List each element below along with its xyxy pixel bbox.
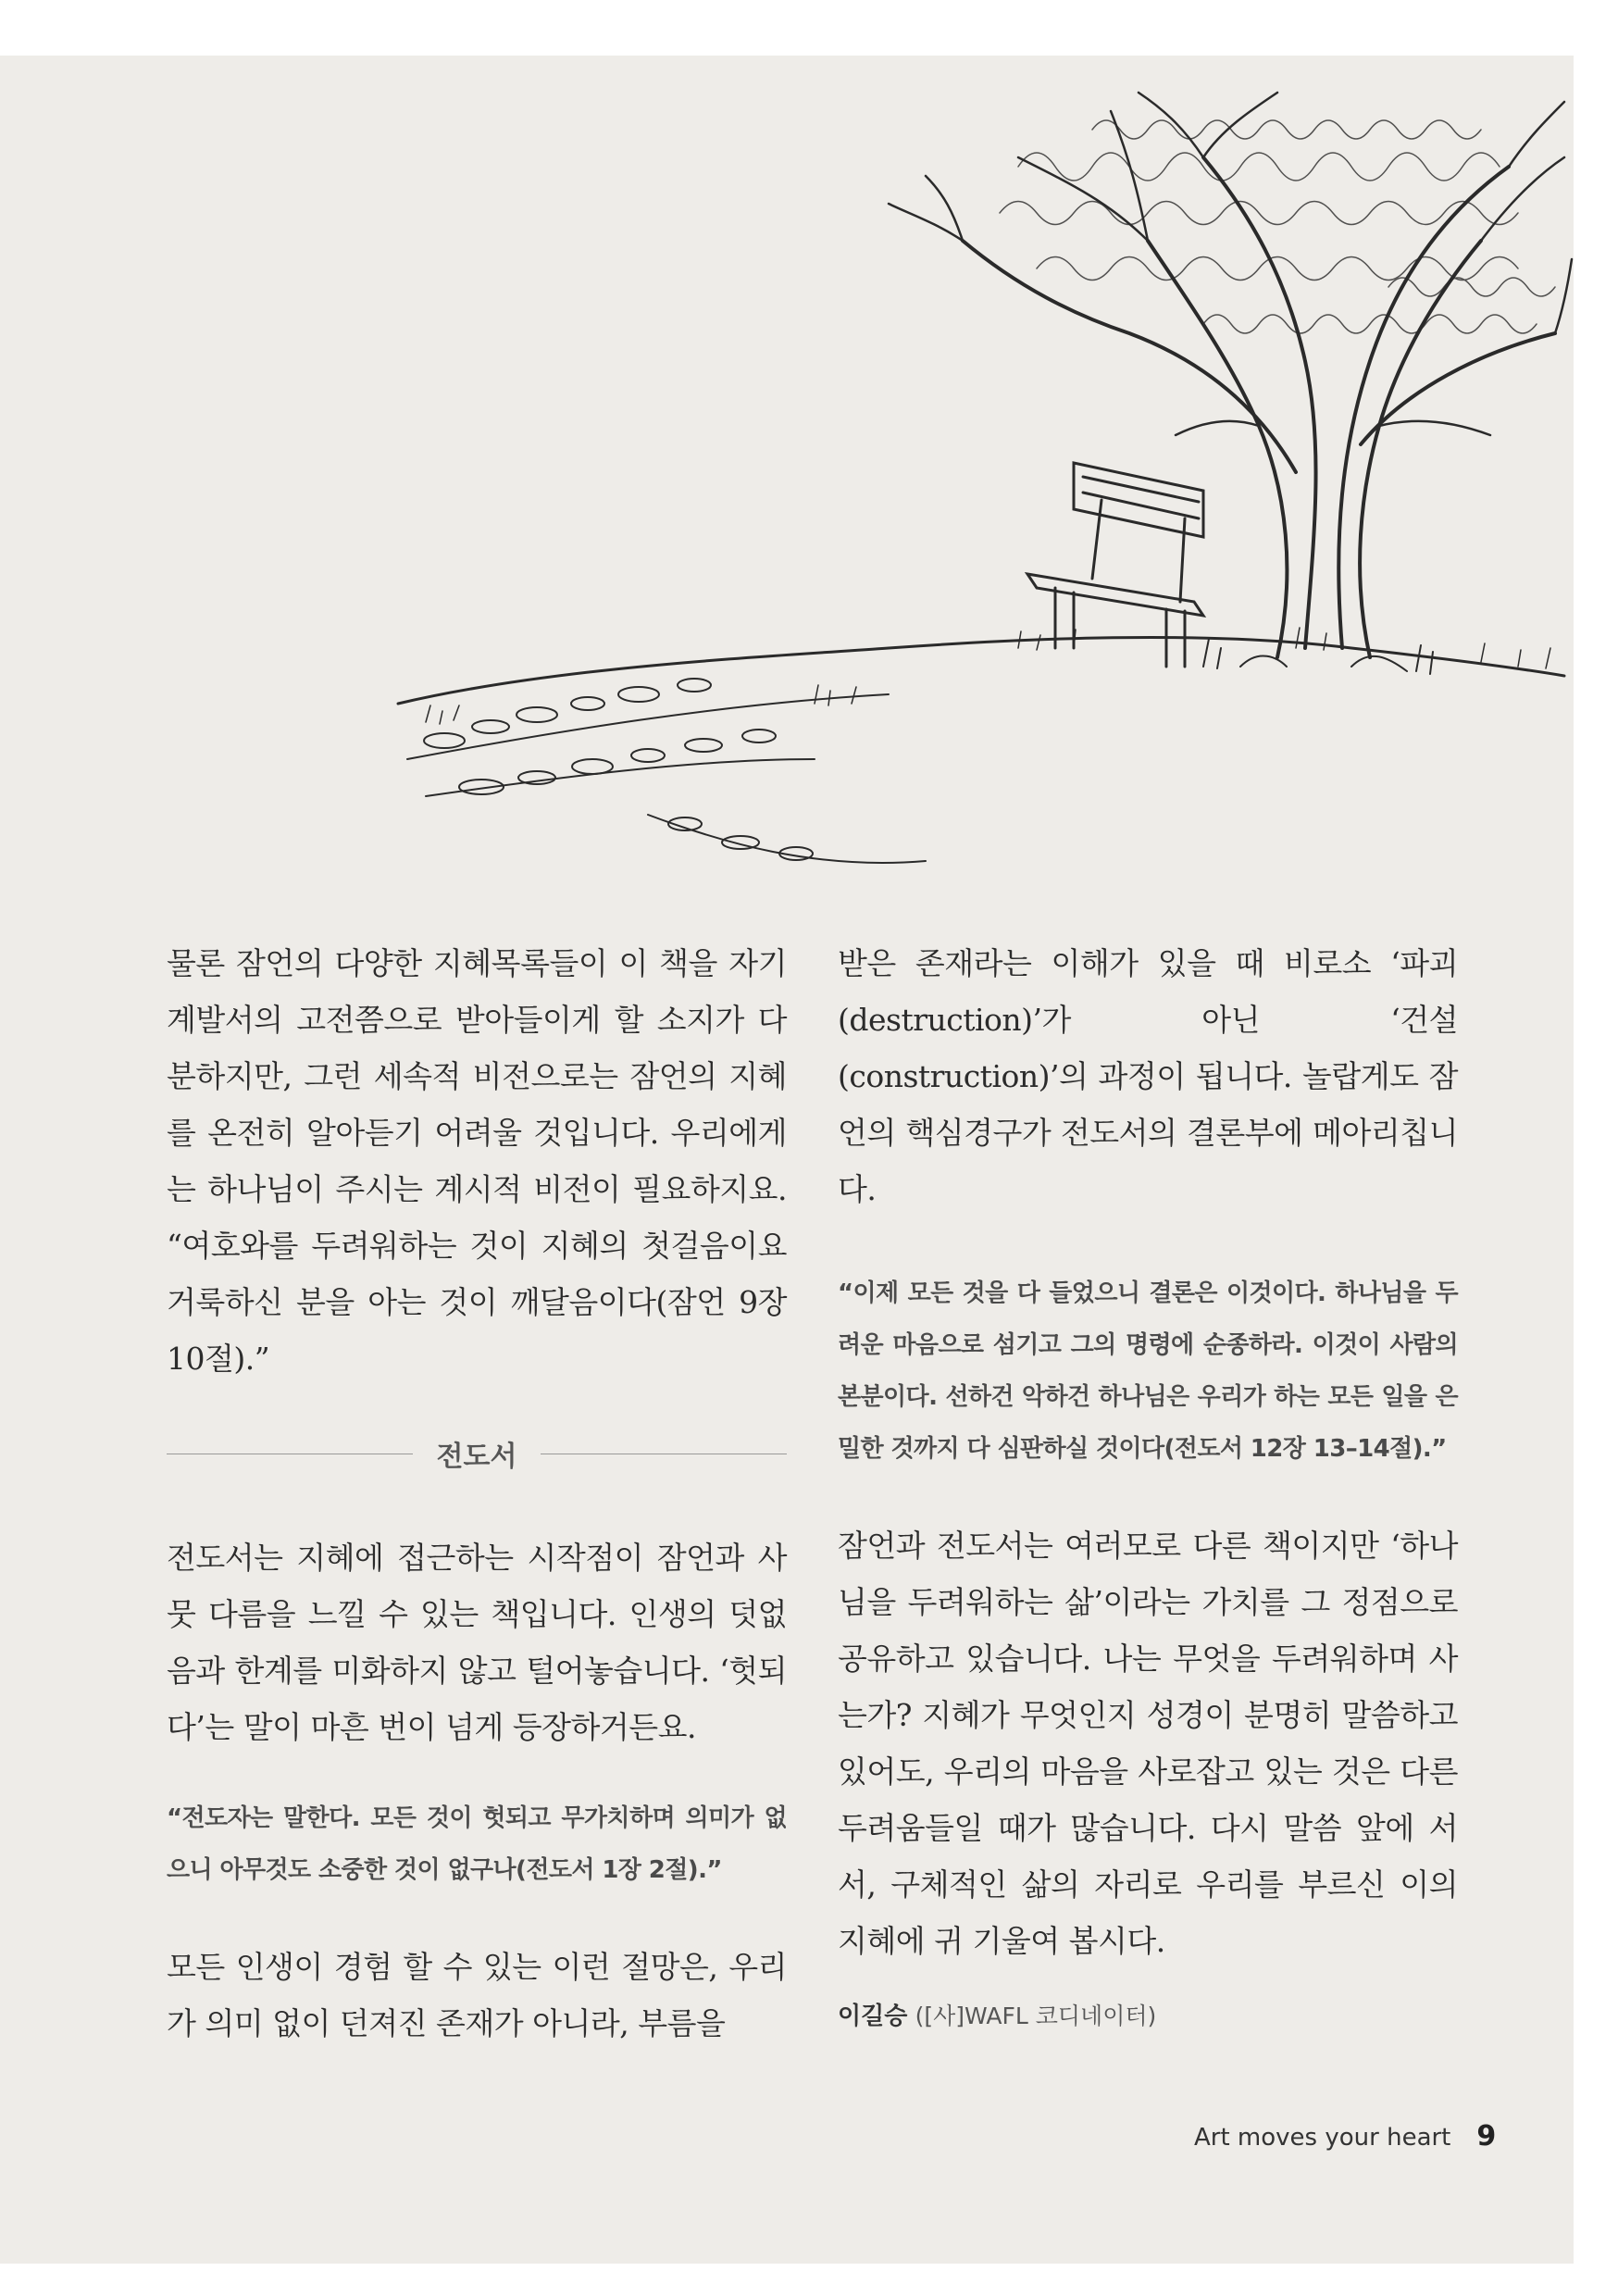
author-name: 이길승 xyxy=(838,2003,908,2030)
page-number: 9 xyxy=(1476,2120,1497,2152)
right-paragraph-2: 잠언과 전도서는 여러모로 다른 책이지만 ‘하나님을 두려워하는 삶’이라는 가치를 그 정점으로 공유하고 있습니다. 나는 무엇을 두려워하며 사는가? 지혜가 무엇인지 성경이 분명히 말씀하고 있어도, 우리의 마음을 사로잡고 있는 것은 다른 두려움들일 때가 많습니다. 다시 말씀 앞에 서서, 구체적인 삶의 자리로 우리를 부르신 이의 지혜에 귀 기울여 봅시다. xyxy=(838,1528,1458,1959)
left-bible-quote: “전도자는 말한다. 모든 것이 헛되고 무가치하며 의미가 없으니 아무것도 소중한 것이 없구나(전도서 1장 2절).” xyxy=(167,1804,787,1884)
right-column xyxy=(838,935,1458,2031)
author-credit xyxy=(838,1997,1458,2031)
left-paragraph-2: 전도서는 지혜에 접근하는 시작점이 잠언과 사뭇 다름을 느낄 수 있는 책입니다. 인생의 덧없음과 한계를 미화하지 않고 털어놓습니다. ‘헛되다’는 말이 마흔 번이 넘게 등장하거든요. xyxy=(167,1540,787,1745)
tree-bench-illustration xyxy=(370,56,1574,889)
footer-tagline: Art moves your heart xyxy=(1194,2124,1451,2152)
section-heading-text: 전도서 xyxy=(436,1441,517,1473)
section-heading xyxy=(167,1433,787,1474)
left-paragraph-1: 물론 잠언의 다양한 지혜목록들이 이 책을 자기계발서의 고전쯤으로 받아들이게 할 소지가 다분하지만, 그런 세속적 비전으로는 잠언의 지혜를 온전히 알아듣기 어려울 것입니다. 우리에게는 하나님이 주시는 계시적 비전이 필요하지요. “여호와를 두려워하는 것이 지혜의 첫걸음이요 거룩하신 분을 아는 것이 깨달음이다(잠언 9장 10절).” xyxy=(167,945,787,1377)
left-column xyxy=(167,935,787,2052)
right-paragraph-1: 받은 존재라는 이해가 있을 때 비로소 ‘파괴(destruction)’가 아닌 ‘건설(construction)’의 과정이 됩니다. 놀랍게도 잠언의 핵심경구가 전도서의 결론부에 메아리칩니다. xyxy=(838,945,1458,1207)
author-role: ([사]WAFL 코디네이터) xyxy=(915,2003,1157,2029)
left-paragraph-3: 모든 인생이 경험 할 수 있는 이런 절망은, 우리가 의미 없이 던져진 존재가 아니라, 부름을 xyxy=(167,1949,787,2041)
right-bible-quote: “이제 모든 것을 다 들었으니 결론은 이것이다. 하나님을 두려운 마음으로 섬기고 그의 명령에 순종하라. 이것이 사람의 본분이다. 선하건 악하건 하나님은 우리가 하는 모든 일을 은밀한 것까지 다 심판하실 것이다(전도서 12장 13–14절).” xyxy=(838,1279,1458,1463)
page-footer xyxy=(1194,2120,1496,2152)
